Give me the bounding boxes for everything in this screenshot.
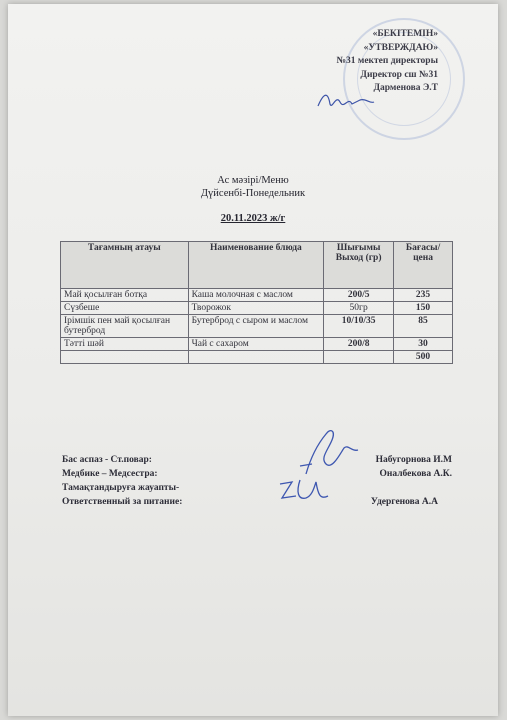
menu-date: 20.11.2023 ж/г bbox=[220, 213, 286, 224]
menu-day: Дүйсенбі-Понедельник bbox=[200, 188, 306, 199]
dish-yield: 50гр bbox=[324, 302, 394, 315]
col-header-price: Бағасы/ цена bbox=[394, 242, 453, 289]
menu-titles bbox=[8, 174, 498, 225]
dish-price: 150 bbox=[394, 302, 453, 315]
staff-block bbox=[62, 455, 452, 511]
dish-yield: 10/10/35 bbox=[324, 315, 394, 338]
staff-row bbox=[62, 497, 452, 511]
dish-ru: Каша молочная с маслом bbox=[188, 289, 324, 302]
approval-line-2: «УТВЕРЖДАЮ» bbox=[363, 42, 438, 53]
menu-title: Ас мәзірі/Меню bbox=[217, 175, 289, 186]
col-header-kz: Тағамның атауы bbox=[61, 242, 189, 289]
staff-role: Тамақтандыруға жауапты- bbox=[62, 483, 180, 493]
approval-line-3: №31 мектеп директоры bbox=[336, 56, 438, 66]
table-row bbox=[61, 289, 453, 302]
dish-kz: Тәтті шәй bbox=[61, 338, 189, 351]
total-price: 500 bbox=[394, 351, 453, 364]
col-header-ru: Наименование блюда bbox=[188, 242, 324, 289]
table-header-row bbox=[61, 242, 453, 289]
dish-ru: Чай с сахаром bbox=[188, 338, 324, 351]
table-total-row bbox=[61, 351, 453, 364]
staff-row bbox=[62, 483, 452, 497]
staff-row bbox=[62, 469, 452, 483]
dish-price: 85 bbox=[394, 315, 453, 338]
dish-ru: Бутерброд с сыром и маслом bbox=[188, 315, 324, 338]
staff-role: Ответственный за питание: bbox=[62, 497, 183, 507]
menu-table bbox=[60, 241, 453, 364]
dish-price: 30 bbox=[394, 338, 453, 351]
total-empty-yield bbox=[324, 351, 394, 364]
dish-kz: Ірімшік пен май қосылған бутерброд bbox=[61, 315, 189, 338]
table-row bbox=[61, 315, 453, 338]
dish-yield: 200/8 bbox=[324, 338, 394, 351]
staff-role: Медбике – Медсестра: bbox=[62, 469, 158, 479]
col-header-yield: Шығымы Выход (гр) bbox=[324, 242, 394, 289]
staff-name: Набугорнова И.М bbox=[375, 455, 452, 465]
staff-name: Оналбекова А.К. bbox=[379, 469, 452, 479]
dish-yield: 200/5 bbox=[324, 289, 394, 302]
total-empty-ru bbox=[188, 351, 324, 364]
staff-row bbox=[62, 455, 452, 469]
table-row bbox=[61, 302, 453, 315]
dish-kz: Май қосылған ботқа bbox=[61, 289, 189, 302]
dish-ru: Творожок bbox=[188, 302, 324, 315]
approval-line-4: Директор сш №31 bbox=[360, 69, 438, 80]
table-row bbox=[61, 338, 453, 351]
staff-name: Удергенова А.А bbox=[370, 497, 438, 507]
document-sheet bbox=[8, 4, 498, 716]
total-empty-kz bbox=[61, 351, 189, 364]
approval-line-5: Дарменова Э.Т bbox=[373, 83, 438, 93]
dish-kz: Сүзбеше bbox=[61, 302, 189, 315]
approval-line-1: «БЕКІТЕМІН» bbox=[372, 29, 438, 39]
staff-role: Бас аспаз - Ст.повар: bbox=[62, 455, 152, 465]
dish-price: 235 bbox=[394, 289, 453, 302]
director-signature bbox=[316, 84, 376, 114]
